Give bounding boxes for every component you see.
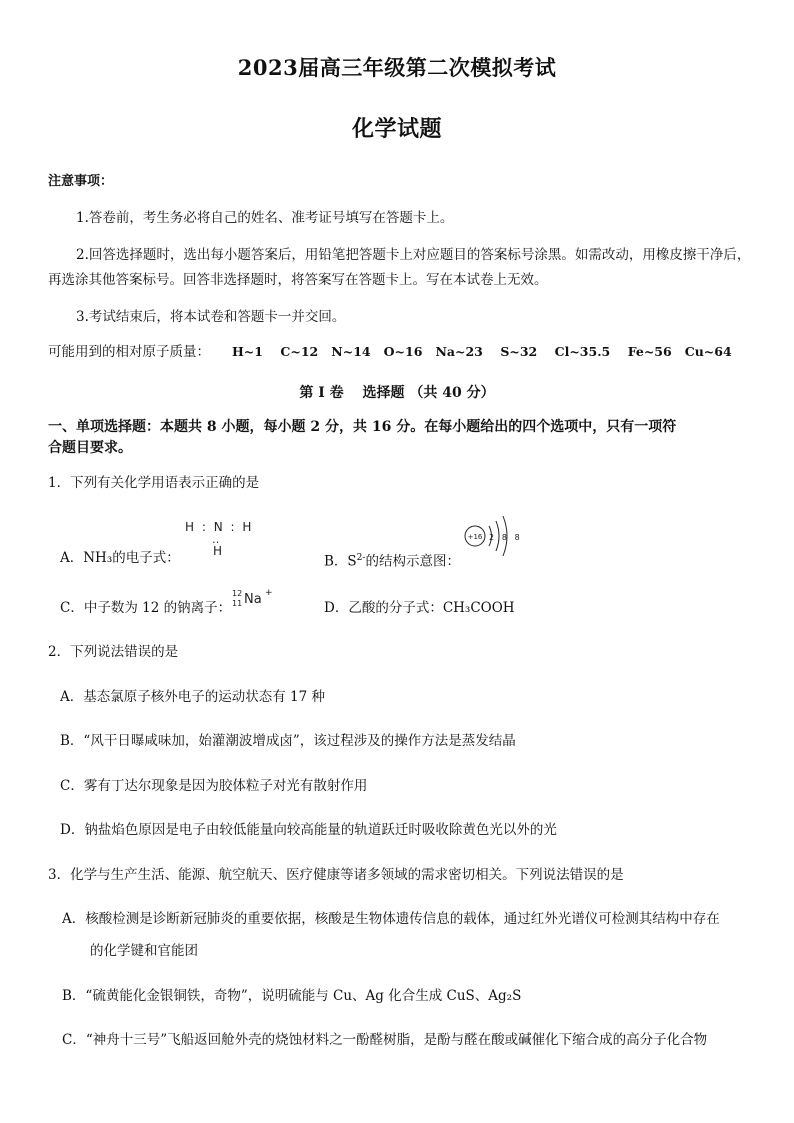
nh3-electron-dots: ‥	[212, 533, 220, 546]
note-item-2: 2.回答选择题时，选出每小题答案后，用铅笔把答题卡上对应题目的答案标号涂黑。如需改动，用橡皮擦干净后，	[76, 247, 751, 263]
note-item-1: 1.答卷前，考生务必将自己的姓名、准考证号填写在答题卡上。	[76, 210, 454, 226]
mass-fe: Fe~56	[627, 344, 672, 359]
nh3-electron-formula-bottom: H	[213, 544, 223, 558]
q2-option-a: A．基态氯原子核外电子的运动状态有 17 种	[60, 689, 326, 705]
q1-stem: 1．下列有关化学用语表示正确的是	[48, 475, 260, 491]
q1-option-c: C．中子数为 12 的钠离子：	[60, 600, 232, 616]
q3-stem: 3．化学与生产生活、能源、航空航天、医疗健康等诸多领域的需求密切相关。下列说法错误的是	[48, 867, 624, 883]
mass-n: N~14	[331, 344, 371, 359]
nuclide-symbol: Na	[244, 592, 262, 607]
sulfide-ion-structure-diagram	[462, 510, 524, 560]
mass-h: H~1	[232, 344, 263, 359]
q3-option-a-line1: A．核酸检测是诊断新冠肺炎的重要依据，核酸是生物体遗传信息的载体，通过红外光谱仪可检测其结构中存在	[62, 911, 720, 927]
section-title: 第 I 卷 选择题 （共 40 分）	[299, 385, 495, 401]
q2-option-c: C．雾有丁达尔现象是因为胶体粒子对光有散射作用	[60, 778, 368, 794]
nuclide-charge: +	[265, 588, 273, 598]
q2-stem: 2．下列说法错误的是	[48, 644, 179, 660]
atomic-mass-values	[232, 342, 732, 362]
q1-option-a: A．NH₃的电子式：	[60, 550, 180, 566]
q1-b-prefix: B．S	[324, 553, 357, 570]
q1-option-b	[324, 548, 460, 572]
q2-option-d: D．钠盐焰色原因是电子由较低能量向较高能量的轨道跃迁时吸收除黄色光以外的光	[60, 822, 557, 838]
note-item-3: 3.考试结束后，将本试卷和答题卡一并交回。	[76, 309, 346, 325]
q1-b-charge: 2-	[356, 553, 366, 563]
nuclide-mass-number: 12	[232, 589, 243, 598]
exam-title: 2023届高三年级第二次模拟考试	[237, 55, 557, 80]
nuclide-atomic-number: 11	[232, 599, 243, 608]
q3-option-a-line2: 的化学键和官能团	[90, 943, 198, 959]
nucleus-charge: +16	[467, 533, 483, 541]
note-item-2-cont: 再选涂其他答案标号。回答非选择题时，将答案写在答题卡上。写在本试卷上无效。	[48, 272, 548, 288]
mass-c: C~12	[280, 344, 319, 359]
nh3-electron-formula-top: H : N : H	[185, 520, 254, 534]
notes-heading: 注意事项：	[48, 174, 114, 189]
q3-option-c: C．“神舟十三号”飞船返回舱外壳的烧蚀材料之一酚醛树脂，是酚与醛在酸或碱催化下缩合成的高分子化合物	[62, 1032, 708, 1048]
q3-option-b: B．“硫黄能化金银铜铁，奇物”，说明硫能与 Cu、Ag 化合生成 CuS、Ag₂S	[62, 988, 522, 1004]
mass-cl: Cl~35.5	[554, 344, 611, 359]
electron-shells: 2 8 8	[489, 533, 523, 542]
mass-cu: Cu~64	[684, 344, 732, 359]
mass-na: Na~23	[435, 344, 483, 359]
mass-s: S~32	[500, 344, 538, 359]
subject-title: 化学试题	[351, 116, 442, 142]
atomic-mass-label: 可能用到的相对原子质量：	[48, 344, 210, 360]
mass-o: O~16	[383, 344, 423, 359]
section-instruction-2: 合题目要求。	[48, 440, 132, 456]
q1-b-suffix: 的结构示意图：	[365, 553, 460, 570]
q2-option-b: B．“风干日曝咸味加，始灌潮波增成卤”，该过程涉及的操作方法是蒸发结晶	[60, 733, 516, 749]
section-instruction-1: 一、单项选择题：本题共 8 小题，每小题 2 分，共 16 分。在每小题给出的四个选项中，只有一项符	[48, 419, 677, 435]
q1-option-d: D．乙酸的分子式：CH₃COOH	[324, 600, 515, 616]
